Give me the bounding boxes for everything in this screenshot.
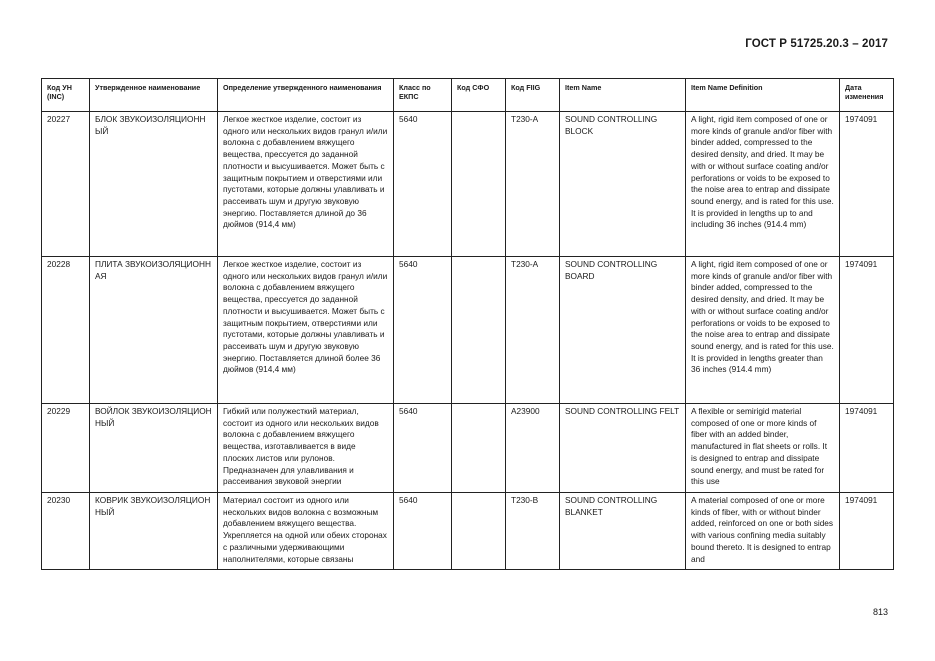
cell-code: 20227 xyxy=(42,112,90,257)
cell-code: 20228 xyxy=(42,257,90,404)
cell-item-name: SOUND CONTROLLING FELT xyxy=(560,404,686,493)
cell-item-name: SOUND CONTROLLING BLANKET xyxy=(560,493,686,570)
cell-class: 5640 xyxy=(394,404,452,493)
document-header: ГОСТ Р 51725.20.3 – 2017 xyxy=(745,38,888,50)
cell-item-definition: A light, rigid item composed of one or more kinds of granule and/or fiber with binder added, compressed to the desired density, and dried. It may be with or without surface coating and/or perforations or voids to be exposed to the noise area to entrap and dissipate sound energy, and is rated for this use. It is provided in lengths up to and including 36 inches (914.4 mm) xyxy=(686,112,840,257)
cell-date: 1974091 xyxy=(840,493,894,570)
cell-date: 1974091 xyxy=(840,257,894,404)
cell-definition: Легкое жесткое изделие, состоит из одного или нескольких видов гранул и/или волокна с добавлением вяжущего вещества, прессуется до заданной плотности и высушивается. Может быть с защитным покрытием и отверстиями или пустотами, которые должны улавливать и рассеивать шум и другую звуковую энергию. Поставляется длиной до 36 дюймов (914,4 мм) xyxy=(218,112,394,257)
cell-class: 5640 xyxy=(394,112,452,257)
cell-sfo xyxy=(452,257,506,404)
cell-definition: Легкое жесткое изделие, состоит из одного или нескольких видов гранул и/или волокна с добавлением вяжущего вещества, прессуется до заданной плотности и высушивается. Может быть с защитным покрытием, отверстиями или пустотами, которые должны улавливать и рассеивать шум и другую звуковую энергию. Поставляется длиной более 36 дюймов (914,4 мм) xyxy=(218,257,394,404)
cell-item-name: SOUND CONTROLLING BOARD xyxy=(560,257,686,404)
col-header-item-definition: Item Name Definition xyxy=(686,79,840,112)
cell-sfo xyxy=(452,112,506,257)
cell-sfo xyxy=(452,404,506,493)
cell-item-definition: A material composed of one or more kinds of fiber, with or without binder added, reinforced on one or both sides with various confining media suitably bound thereto. It is designed to entrap and xyxy=(686,493,840,570)
col-header-code: Код УН (INC) xyxy=(42,79,90,112)
cell-definition: Материал состоит из одного или нескольких видов волокна с возможным добавлением вяжущего вещества. Укрепляется на одной или обеих сторонах с различными удерживающими наполнителями, которые связаны xyxy=(218,493,394,570)
cell-name: КОВРИК ЗВУКОИЗОЛЯЦИОННЫЙ xyxy=(90,493,218,570)
cell-name: ВОЙЛОК ЗВУКОИЗОЛЯЦИОННЫЙ xyxy=(90,404,218,493)
page-number: 813 xyxy=(872,607,888,617)
cell-definition: Гибкий или полужесткий материал, состоит из одного или нескольких видов волокна с добавлением вяжущего вещества, изготавливается в виде плоских листов или рулонов. Предназначен для улавливания и рассеивания звуковой энергии xyxy=(218,404,394,493)
col-header-sfo: Код СФО xyxy=(452,79,506,112)
table-header-row xyxy=(42,79,894,112)
cell-name: БЛОК ЗВУКОИЗОЛЯЦИОННЫЙ xyxy=(90,112,218,257)
classification-table xyxy=(41,78,894,570)
col-header-fiig: Код FIIG xyxy=(506,79,560,112)
cell-code: 20230 xyxy=(42,493,90,570)
table-row xyxy=(42,404,894,493)
col-header-definition: Определение утвержденного наименования xyxy=(218,79,394,112)
cell-fiig: A23900 xyxy=(506,404,560,493)
cell-class: 5640 xyxy=(394,257,452,404)
col-header-item-name: Item Name xyxy=(560,79,686,112)
col-header-class: Класс по ЕКПС xyxy=(394,79,452,112)
table-row xyxy=(42,493,894,570)
cell-date: 1974091 xyxy=(840,404,894,493)
cell-item-definition: A light, rigid item composed of one or more kinds of granule and/or fiber with binder added, compressed to the desired density, and dried. It may be with or without surface coating and/or perforations or voids to be exposed to the noise area to entrap and dissipate sound energy, and is rated for this use. It is provided in lengths greater than 36 inches (914.4 mm) xyxy=(686,257,840,404)
cell-name: ПЛИТА ЗВУКОИЗОЛЯЦИОННАЯ xyxy=(90,257,218,404)
cell-sfo xyxy=(452,493,506,570)
cell-fiig: T230-A xyxy=(506,257,560,404)
table-row xyxy=(42,257,894,404)
cell-item-definition: A flexible or semirigid material composed of one or more kinds of fiber with an added binder, manufactured in flat sheets or rolls. It is designed to entrap and dissipate sound energy, and must be rated for this use xyxy=(686,404,840,493)
col-header-date: Дата изменения xyxy=(840,79,894,112)
cell-date: 1974091 xyxy=(840,112,894,257)
cell-item-name: SOUND CONTROLLING BLOCK xyxy=(560,112,686,257)
cell-fiig: T230-A xyxy=(506,112,560,257)
cell-code: 20229 xyxy=(42,404,90,493)
cell-fiig: T230-B xyxy=(506,493,560,570)
col-header-name: Утвержденное наименование xyxy=(90,79,218,112)
table-row xyxy=(42,112,894,257)
cell-class: 5640 xyxy=(394,493,452,570)
